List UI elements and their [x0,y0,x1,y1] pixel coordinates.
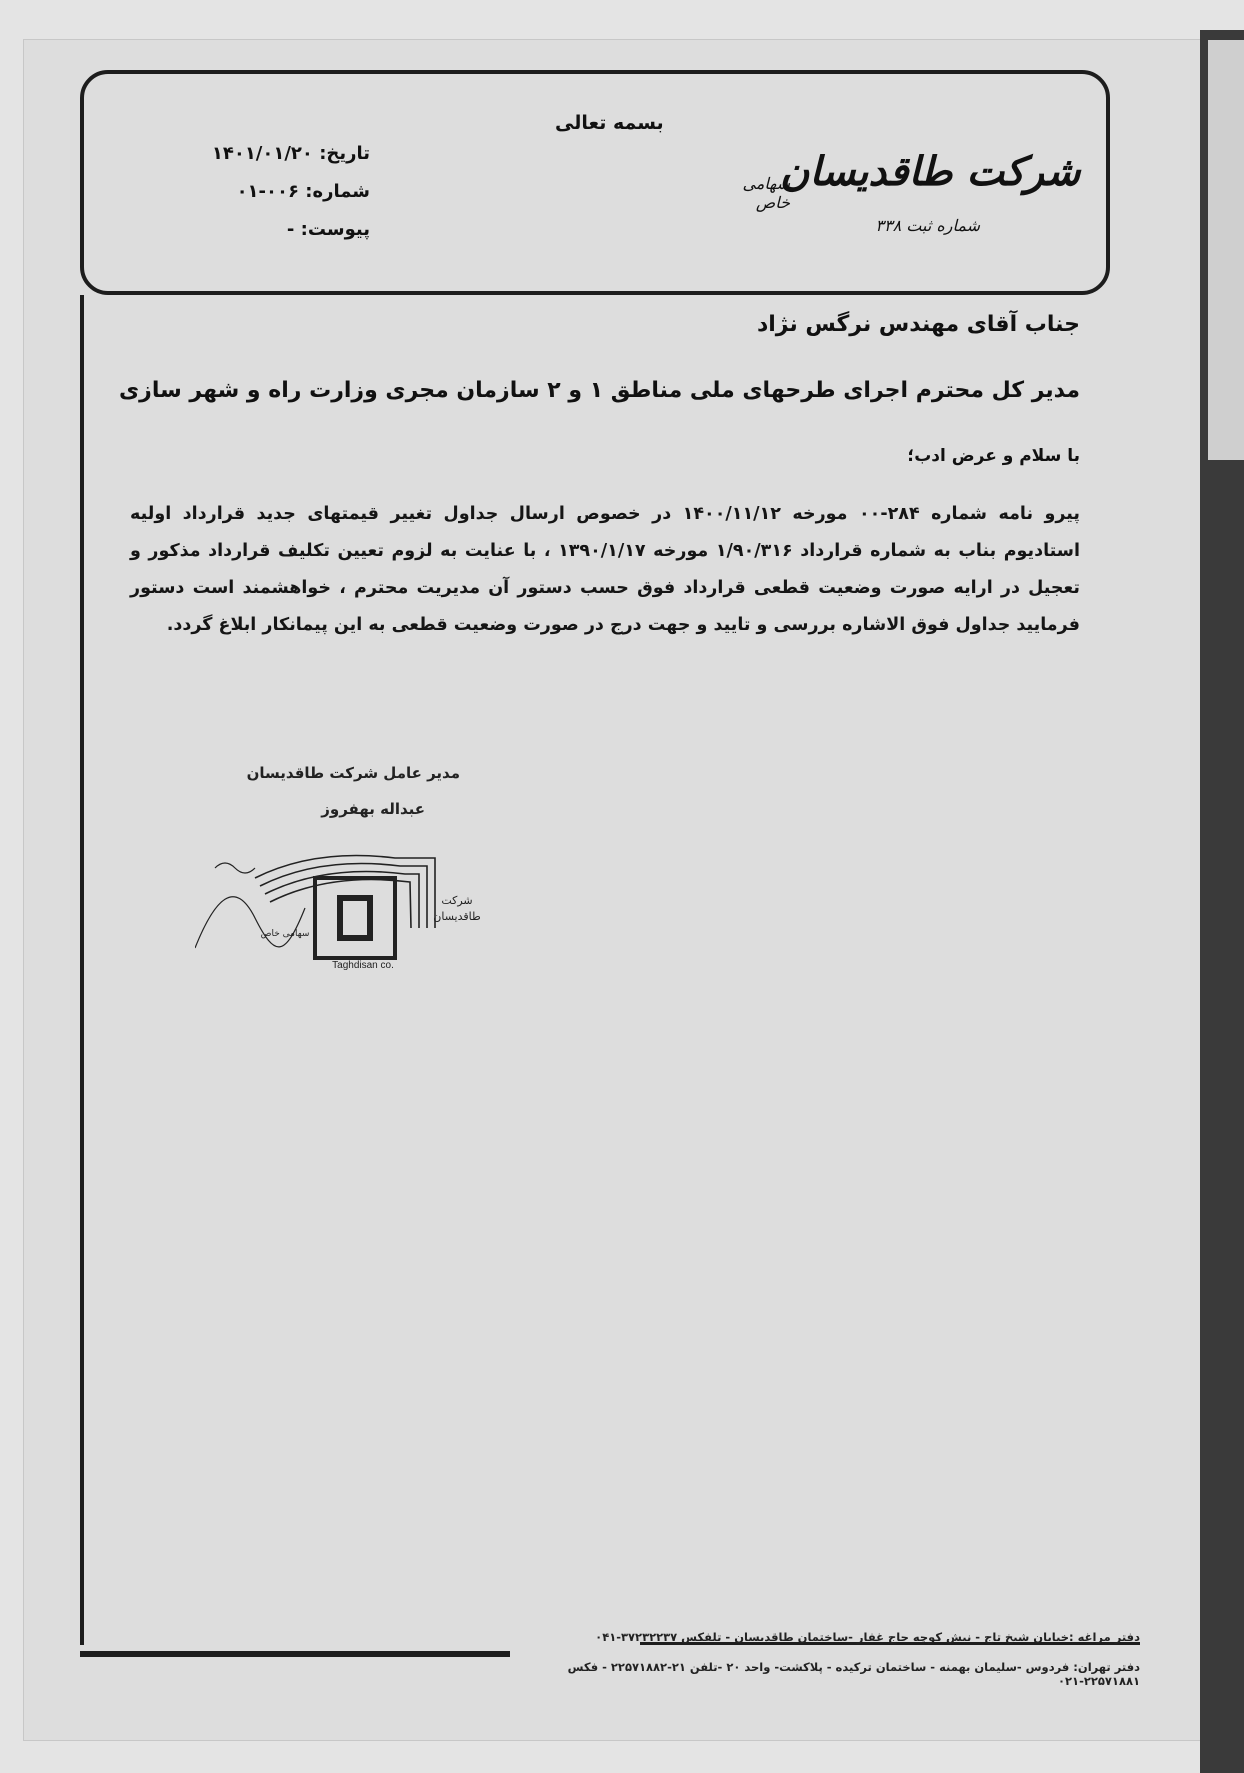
number-label: شماره: [305,181,370,202]
greeting: با سلام و عرض ادب؛ [907,446,1080,466]
number-row [140,181,370,219]
attachment-value: - [286,219,295,240]
company-stamp [195,838,485,973]
addressee: جناب آقای مهندس نرگس نژاد [756,312,1080,337]
number-value: ۰۰۶-۰۱ [236,181,299,202]
attachment-label: پیوست: [300,219,370,240]
paper-fold [1208,40,1244,460]
stamp-latin-text: Taghdisan co. [332,960,394,971]
date-label: تاریخ: [319,143,370,164]
date-value: ۱۴۰۱/۰۱/۲۰ [211,143,313,164]
left-margin-rule [80,295,84,1645]
bismillah-heading: بسمه تعالی [555,112,664,134]
company-type: سهامی خاص [742,174,790,212]
attachment-row [140,219,370,257]
stamp-top-text: شرکت [441,894,473,907]
addressee-title: مدیر کل محترم اجرای طرحهای ملی مناطق ۱ و ۲ سازمان مجری وزارت راه و شهر سازی [119,378,1080,403]
letter-body: پیرو نامه شماره ۲۸۴-۰۰ مورخه ۱۴۰۰/۱۱/۱۲ در خصوص ارسال جداول تغییر قیمتهای جدید قرارداد اولیه استادیوم بناب به شماره قرارداد ۱/۹۰/۳۱۶ مورخه ۱۳۹۰/۱/۱۷ ، با عنایت به لزوم تعیین تکلیف قرارداد مذکور و تعجیل در ارایه صورت وضعیت قطعی قرارداد فوق حسب دستور آن مدیریت محترم ، خواهشمند است دستور فرمایید جداول فوق الاشاره بررسی و تایید و جهت درج در صورت وضعیت قطعی به این پیمانکار ابلاغ گردد. [130,504,1081,635]
company-registration: شماره ثبت ۳۳۸ [875,216,980,235]
stamp-name-text: طاقدیسان [433,910,481,923]
scan-edge [1200,30,1244,1773]
footer-address-maragheh: دفتر مراغه :خیابان شیخ تاج - نبش کوچه حاج غفار -ساختمان طاقدیسان - تلفکس ۳۷۲۳۲۲۳۷-۰۴۱ [595,1630,1140,1644]
footer-address-tehran: دفتر تهران: فردوس -سلیمان بهمنه - ساختمان ترکیده - پلاکشت- واحد ۲۰ -تلفن ۲۱-۲۲۵۷۱۸۸۲ - فکس ۲۲۵۷۱۸۸۱-۰۲۱ [567,1660,1140,1688]
company-name: شرکت طاقدیسان [780,148,1081,195]
stamp-type-text: سهامی خاص [260,929,310,939]
company-logo-text [742,148,1081,235]
footer-bar [80,1651,510,1657]
signatory-name: عبداله بهفروز [321,800,425,818]
date-row [140,143,370,181]
letter-meta [140,143,370,257]
signatory-role: مدیر عامل شرکت طاقدیسان [246,764,460,782]
